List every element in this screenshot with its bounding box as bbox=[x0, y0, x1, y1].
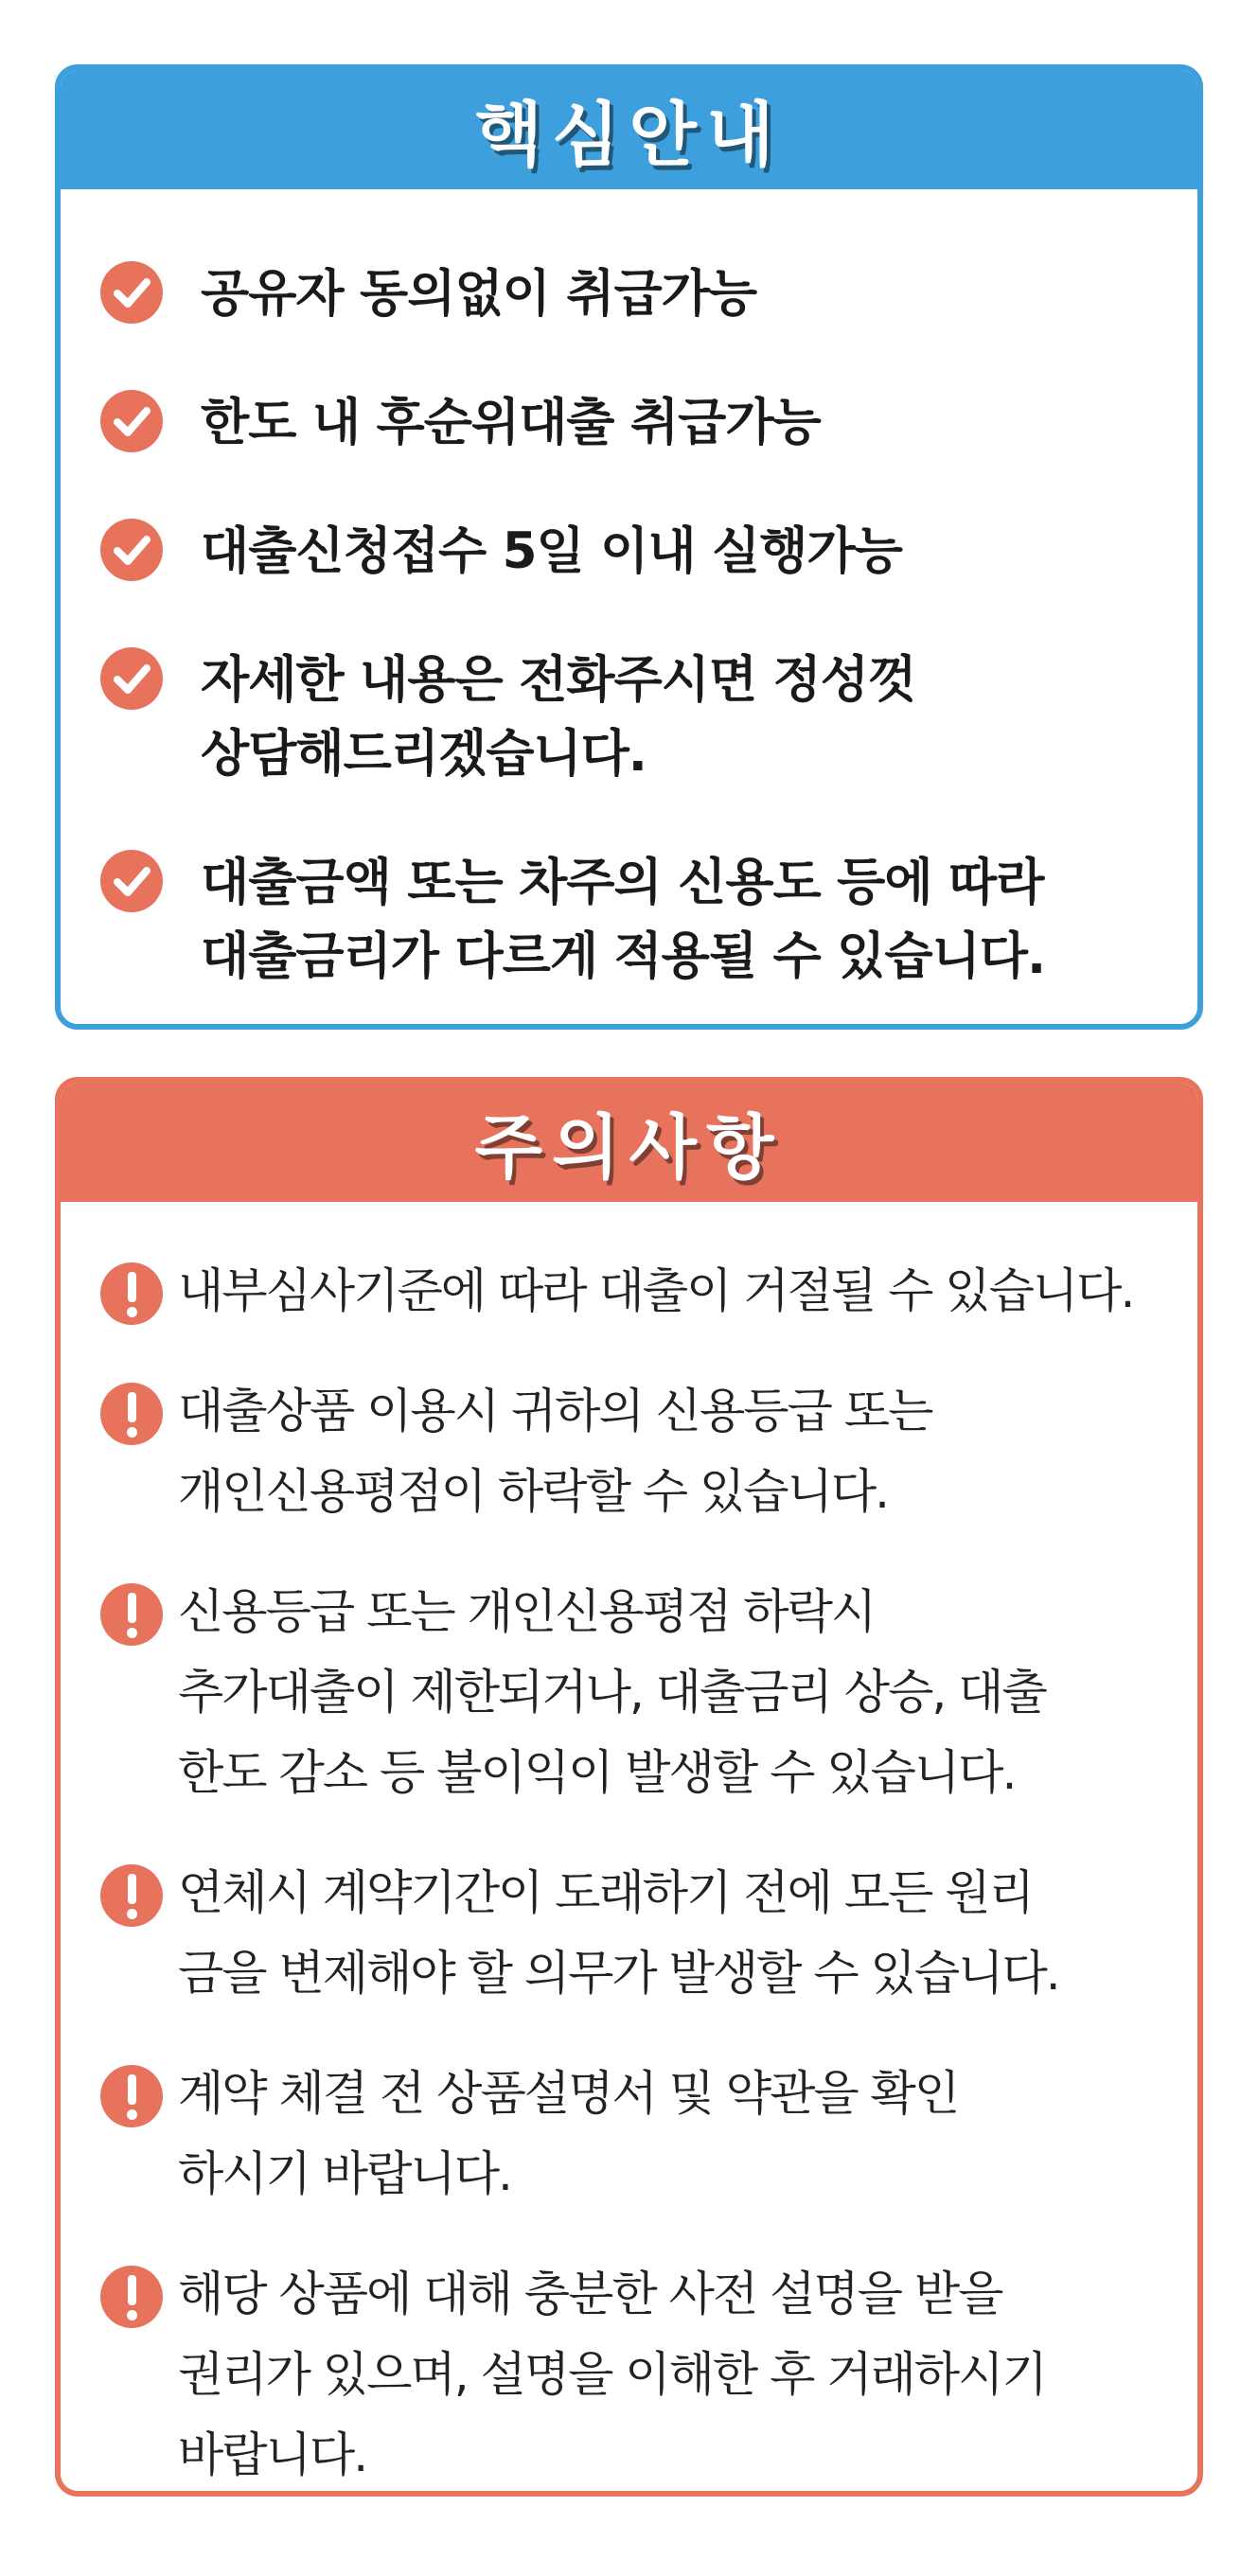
exclamation-circle-icon bbox=[100, 1864, 163, 1927]
caution-item bbox=[100, 1581, 1197, 1813]
check-circle-icon bbox=[100, 647, 163, 710]
caution-title: 주의사항 bbox=[61, 1083, 1197, 1202]
key-info-item-text: 공유자 동의없이 취급가능 bbox=[201, 265, 757, 323]
key-info-item bbox=[100, 386, 1197, 460]
caution-item bbox=[100, 2264, 1197, 2496]
key-info-item-text: 한도 내 후순위대출 취급가능 bbox=[201, 394, 821, 451]
key-info-item bbox=[100, 257, 1197, 331]
key-info-list bbox=[61, 189, 1197, 994]
key-info-item bbox=[100, 515, 1197, 589]
caution-item-text: 계약 체결 전 상품설명서 및 약관을 확인 하시기 바랍니다. bbox=[178, 2066, 959, 2201]
caution-item-text: 대출상품 이용시 귀하의 신용등급 또는 개인신용평점이 하락할 수 있습니다. bbox=[178, 1384, 932, 1519]
caution-list bbox=[61, 1202, 1197, 2496]
check-circle-icon bbox=[100, 519, 163, 581]
key-info-item bbox=[100, 846, 1197, 994]
exclamation-circle-icon bbox=[100, 2266, 163, 2328]
caution-item bbox=[100, 1261, 1197, 1332]
key-info-item-text: 대출금액 또는 차주의 신용도 등에 따라 대출금리가 다르게 적용될 수 있습니다. bbox=[201, 854, 1046, 985]
caution-panel bbox=[55, 1077, 1203, 2497]
caution-item-text: 신용등급 또는 개인신용평점 하락시 추가대출이 제한되거나, 대출금리 상승, 대출 한도 감소 등 불이익이 발생할 수 있습니다. bbox=[178, 1584, 1046, 1800]
caution-item-text: 연체시 계약기간이 도래하기 전에 모든 원리 금을 변제해야 할 의무가 발생할 수 있습니다. bbox=[178, 1865, 1059, 2001]
key-info-item-text: 대출신청접수 5일 이내 실행가능 bbox=[201, 522, 902, 580]
key-info-item-text: 자세한 내용은 전화주시면 정성껏 상담해드리겠습니다. bbox=[201, 651, 916, 783]
caution-item bbox=[100, 1381, 1197, 1532]
caution-item-text: 해당 상품에 대해 충분한 사전 설명을 받을 권리가 있으며, 설명을 이해한 후 거래하시기 바랍니다. bbox=[178, 2267, 1046, 2482]
check-circle-icon bbox=[100, 850, 163, 912]
caution-item-text: 내부심사기준에 따라 대출이 거절될 수 있습니다. bbox=[178, 1263, 1134, 1318]
caution-item bbox=[100, 2063, 1197, 2214]
key-info-title: 핵심안내 bbox=[61, 70, 1197, 189]
exclamation-circle-icon bbox=[100, 1583, 163, 1646]
exclamation-circle-icon bbox=[100, 1383, 163, 1445]
key-info-item bbox=[100, 644, 1197, 791]
check-circle-icon bbox=[100, 261, 163, 324]
key-info-panel bbox=[55, 64, 1203, 1030]
caution-item bbox=[100, 1862, 1197, 2014]
check-circle-icon bbox=[100, 390, 163, 452]
exclamation-circle-icon bbox=[100, 1262, 163, 1325]
exclamation-circle-icon bbox=[100, 2065, 163, 2127]
